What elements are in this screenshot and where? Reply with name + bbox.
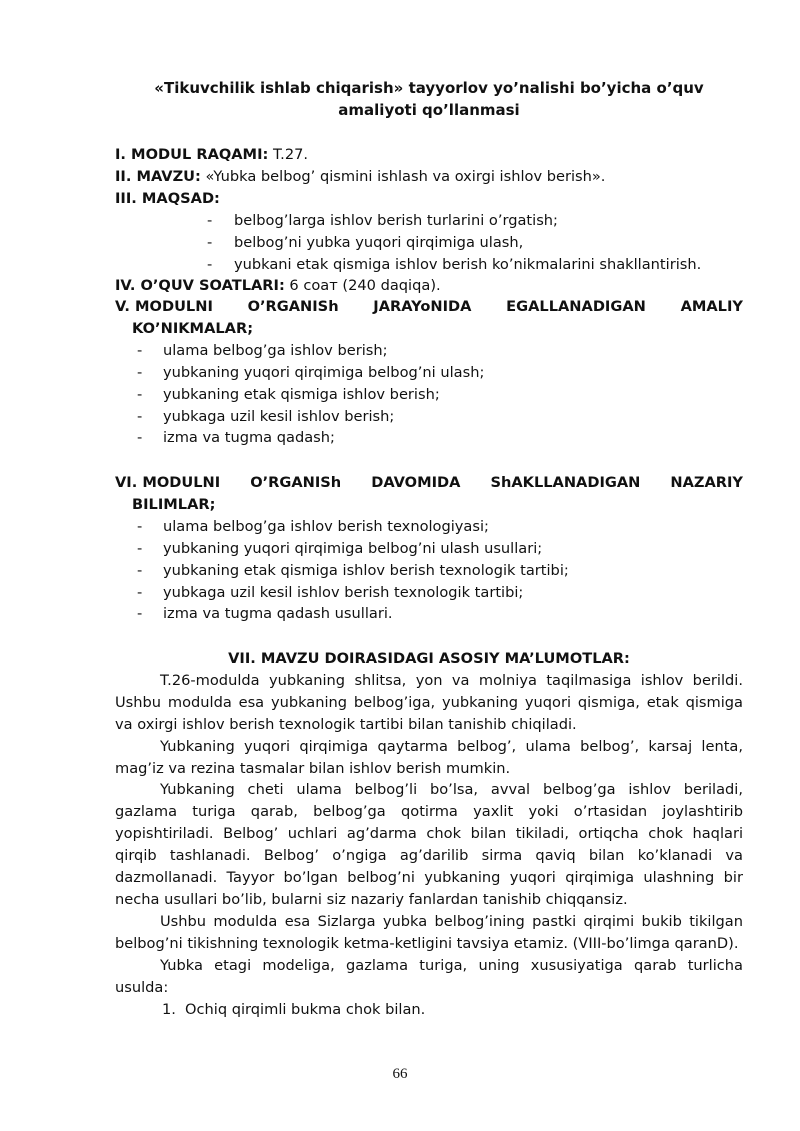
dash-marker: - bbox=[207, 211, 213, 229]
paragraph: Yubka etagi modeliga, gazlama turiga, uning xususiyatiga qarab turlicha usulda: bbox=[115, 956, 743, 996]
heading-word: O’RGANISh bbox=[247, 298, 339, 315]
numbered-item bbox=[115, 999, 743, 1021]
title-line-1: «Tikuvchilik ishlab chiqarish» tayyorlov yo’nalishi bo’yicha o’quv bbox=[154, 79, 704, 97]
dash-marker: - bbox=[137, 407, 143, 425]
heading-word: NAZARIY bbox=[670, 474, 743, 491]
heading-word: VI. MODULNI bbox=[115, 474, 221, 491]
amaliy-section bbox=[115, 296, 743, 449]
modul-raqami-value: T.27. bbox=[268, 146, 309, 163]
nazariy-item bbox=[115, 603, 743, 625]
amaliy-item-text: yubkaga uzil kesil ishlov berish; bbox=[163, 407, 395, 425]
dash-marker: - bbox=[137, 341, 143, 359]
modul-raqami-label: I. MODUL RAQAMI: bbox=[115, 146, 269, 163]
module-info bbox=[115, 144, 743, 297]
section-7-heading: VII. MAVZU DOIRASIDAGI ASOSIY MA’LUMOTLAR: bbox=[228, 650, 630, 667]
nazariy-item-text: izma va tugma qadash usullari. bbox=[163, 605, 393, 623]
nazariy-section bbox=[115, 472, 743, 625]
maqsad-item bbox=[115, 232, 743, 254]
heading-word: JARAYoNIDA bbox=[373, 298, 472, 315]
heading-word: O’RGANISh bbox=[250, 474, 342, 491]
nazariy-item-text: ulama belbog’ga ishlov berish texnologiyasi; bbox=[163, 517, 489, 535]
dash-marker: - bbox=[137, 539, 143, 557]
paragraph: Ushbu modulda esa Sizlarga yubka belbog’ining pastki qirqimi bukib tikilgan belbog’ni tikishning texnologik ketma-ketligini tavsiya etamiz. (VIII-bo’limga qaranD). bbox=[115, 912, 743, 952]
nazariy-item-text: yubkaga uzil kesil ishlov berish texnologik tartibi; bbox=[163, 583, 524, 601]
nazariy-item-text: yubkaning etak qismiga ishlov berish texnologik tartibi; bbox=[163, 561, 569, 579]
nazariy-item bbox=[115, 516, 743, 538]
amaliy-item-text: yubkaning yuqori qirqimiga belbog’ni ulash; bbox=[163, 363, 485, 381]
amaliy-item bbox=[115, 384, 743, 406]
amaliy-item-text: yubkaning etak qismiga ishlov berish; bbox=[163, 385, 440, 403]
dash-marker: - bbox=[207, 255, 213, 273]
nazariy-heading bbox=[115, 472, 743, 494]
mavzu-line bbox=[115, 166, 743, 188]
mavzu-value: «Yubka belbog’ qismini ishlash va oxirgi ishlov berish». bbox=[200, 167, 606, 185]
heading-word: EGALLANADIGAN bbox=[506, 298, 646, 315]
maqsad-item bbox=[115, 210, 743, 232]
document-title bbox=[115, 77, 743, 121]
maqsad-item bbox=[115, 254, 743, 276]
nazariy-item bbox=[115, 538, 743, 560]
amaliy-item bbox=[115, 406, 743, 428]
heading-word: V. MODULNI bbox=[115, 298, 213, 315]
amaliy-item bbox=[115, 427, 743, 449]
section-7 bbox=[115, 648, 743, 1020]
nazariy-item-text: yubkaning yuqori qirqimiga belbog’ni ulash usullari; bbox=[163, 539, 543, 557]
nazariy-item bbox=[115, 582, 743, 604]
amaliy-item bbox=[115, 340, 743, 362]
soatlari-value: 6 соат (240 daqiqa). bbox=[284, 277, 441, 295]
dash-marker: - bbox=[137, 385, 143, 403]
amaliy-heading bbox=[115, 296, 743, 318]
paragraph: Yubkaning cheti ulama belbog’li bo’lsa, avval belbog’ga ishlov beriladi, gazlama turiga qarab, belbog’ga qotirma yaxlit yoki o’rtasidan joylashtirib yopishtiriladi. Belbog’ uchlari ag’darma chok bilan tikiladi, ortiqcha chok haqlari qirqib tashlanadi. Belbog’ o’ngiga ag’darilib sirma qaviq bilan ko’klanadi va dazmollanadi. Tayyor bo’lgan belbog’ni yubkaning yuqori qirqimiga ulashning bir necha usullari bo’lib, bularni siz nazariy fanlardan tanishib chiqqansiz. bbox=[115, 781, 743, 908]
maqsad-item-text: belbog’ni yubka yuqori qirqimiga ulash, bbox=[234, 233, 524, 251]
amaliy-item-text: ulama belbog’ga ishlov berish; bbox=[163, 341, 388, 359]
dash-marker: - bbox=[137, 583, 143, 601]
page-number: 66 bbox=[392, 1066, 408, 1082]
soatlari-line bbox=[115, 275, 743, 297]
dash-marker: - bbox=[137, 561, 143, 579]
heading-word: ShAKLLANADIGAN bbox=[490, 474, 641, 491]
dash-marker: - bbox=[137, 517, 143, 535]
nazariy-item bbox=[115, 560, 743, 582]
nazariy-heading-cont: BILIMLAR; bbox=[132, 495, 216, 513]
amaliy-item-text: izma va tugma qadash; bbox=[163, 429, 335, 447]
paragraph: T.26-modulda yubkaning shlitsa, yon va molniya taqilmasiga ishlov berildi. Ushbu modulda esa yubkaning belbog’iga, yubkaning yuqori qismiga, etak qismiga va oxirgi ishlov berish texnologik tartibi bilan tanishib chiqiladi. bbox=[115, 671, 743, 733]
dash-marker: - bbox=[137, 363, 143, 381]
item-number: 1. bbox=[162, 1000, 176, 1018]
maqsad-item-text: yubkani etak qismiga ishlov berish ko’nikmalarini shakllantirish. bbox=[234, 255, 702, 273]
maqsad-label: III. MAQSAD: bbox=[115, 189, 220, 207]
dash-marker: - bbox=[207, 233, 213, 251]
dash-marker: - bbox=[137, 429, 143, 447]
dash-marker: - bbox=[137, 605, 143, 623]
paragraph: Yubkaning yuqori qirqimiga qaytarma belbog’, ulama belbog’, karsaj lenta, mag’iz va rezina tasmalar bilan ishlov berish mumkin. bbox=[115, 737, 743, 777]
section-7-body bbox=[115, 670, 743, 999]
item-text: Ochiq qirqimli bukma chok bilan. bbox=[185, 1000, 426, 1018]
title-line-2: amaliyoti qo’llanmasi bbox=[338, 101, 520, 119]
mavzu-label: II. MAVZU: bbox=[115, 167, 201, 185]
amaliy-item bbox=[115, 362, 743, 384]
soatlari-label: IV. O’QUV SOATLARI: bbox=[115, 277, 285, 295]
heading-word: AMALIY bbox=[680, 298, 743, 315]
modul-raqami-line bbox=[115, 144, 743, 166]
maqsad-item-text: belbog’larga ishlov berish turlarini o’rgatish; bbox=[234, 211, 558, 229]
heading-word: DAVOMIDA bbox=[371, 474, 461, 491]
document-page bbox=[115, 0, 743, 1131]
amaliy-heading-cont: KO’NIKMALAR; bbox=[132, 319, 254, 337]
